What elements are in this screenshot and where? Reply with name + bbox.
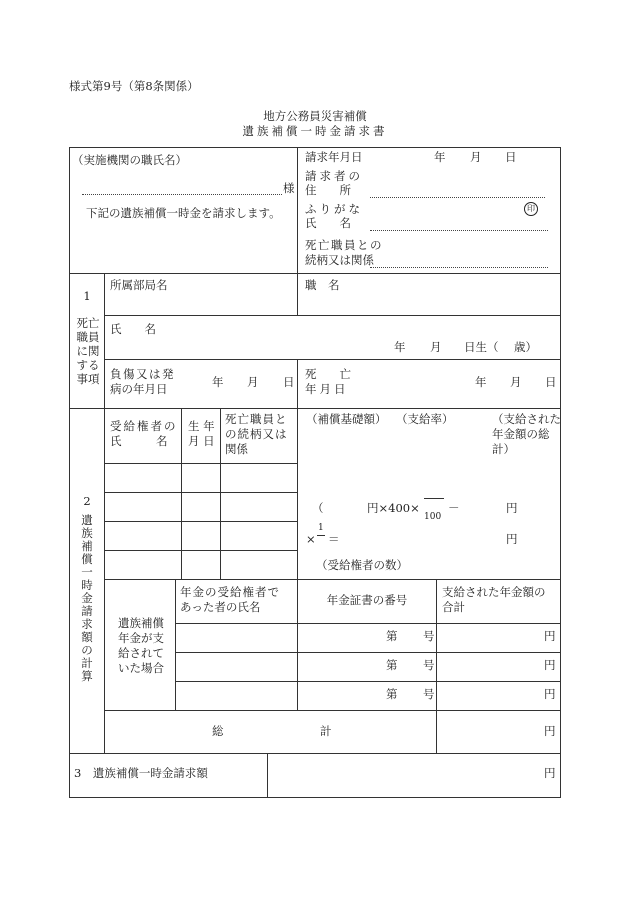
formula-mid: 円×400× xyxy=(367,501,420,515)
pension-col-total-2: 合計 xyxy=(442,600,465,614)
pension-row3-dai: 第 xyxy=(386,687,398,701)
injury-month: 月 xyxy=(247,375,259,389)
section1-vertical-title xyxy=(74,316,102,386)
injury-year: 年 xyxy=(212,375,224,389)
death-date-label-1: 死 亡 xyxy=(305,367,351,381)
position-label: 職 名 xyxy=(305,278,340,292)
col-birth-2: 月 日 xyxy=(188,434,215,448)
pension-row2-go: 号 xyxy=(423,658,435,672)
form-title-line2: 遺族補償一時金請求書 xyxy=(242,124,388,138)
calc-base-label: （補償基礎額） xyxy=(306,412,387,426)
relation-label-2: 続柄又は関係 xyxy=(305,253,374,267)
death-month: 月 xyxy=(510,375,522,389)
total-yen: 円 xyxy=(544,724,556,738)
request-date-label: 請求年月日 xyxy=(305,150,363,164)
deceased-birth-year: 年 xyxy=(394,340,406,354)
section3-label: 3 遺族補償一時金請求額 xyxy=(74,766,208,780)
pension-row1-yen: 円 xyxy=(544,629,556,643)
form-number: 様式第9号（第8条関係） xyxy=(69,79,199,93)
deceased-born-label: 日生（ xyxy=(464,340,499,354)
calc-paid-label-1: （支給された xyxy=(492,412,561,426)
divide-equals: ＝ xyxy=(328,532,340,546)
form-title-line1: 地方公務員災害補償 xyxy=(263,109,367,123)
pension-col-name-2: あった者の氏名 xyxy=(180,600,261,614)
col-relation-3: 関係 xyxy=(225,442,248,456)
claimant-name-line[interactable] xyxy=(370,230,548,231)
col-recipient-name-2: 氏 名 xyxy=(110,434,168,448)
col-relation-1: 死亡職員と xyxy=(225,412,288,426)
pension-case-2: 年金が支 xyxy=(118,631,164,645)
calc-paid-label-3: 計） xyxy=(492,442,515,456)
claimant-address-line[interactable] xyxy=(370,197,545,198)
section1-number: 1 xyxy=(83,289,91,303)
pension-col-name-1: 年金の受給権者で xyxy=(180,585,280,599)
request-day: 日 xyxy=(505,150,517,164)
request-year: 年 xyxy=(434,150,446,164)
pension-row2-dai: 第 xyxy=(386,658,398,672)
deceased-birth-month: 月 xyxy=(430,340,442,354)
formula-denominator: 100 xyxy=(424,512,442,522)
pension-col-total-1: 支給された年金額の xyxy=(442,585,546,599)
section2-title-text: 遺族補償一時金請求額の計算 xyxy=(81,513,93,683)
injury-date-label-2: 病の年月日 xyxy=(110,382,168,396)
pension-case-1: 遺族補償 xyxy=(118,616,164,630)
col-recipient-name-1: 受給権者の xyxy=(110,419,178,433)
injury-day: 日 xyxy=(283,375,295,389)
formula-open: （ xyxy=(312,501,324,515)
section3-yen: 円 xyxy=(544,766,556,780)
formula-minus: － xyxy=(448,501,460,515)
injury-date-label-1: 負傷又は発 xyxy=(110,367,175,381)
seal-icon: 印 xyxy=(524,202,538,216)
pension-row3-yen: 円 xyxy=(544,687,556,701)
request-month: 月 xyxy=(470,150,482,164)
col-birth-1: 生 年 xyxy=(188,419,215,433)
pension-case-3: 給されて xyxy=(118,646,164,660)
sama-label: 様 xyxy=(283,181,295,195)
deceased-age-label: 歳） xyxy=(514,340,537,354)
calc-rate-label: （支給率） xyxy=(396,412,454,426)
section2-number: 2 xyxy=(83,494,91,508)
agency-name-line[interactable] xyxy=(82,194,282,195)
death-year: 年 xyxy=(475,375,487,389)
dept-label: 所属部局名 xyxy=(110,278,168,292)
section2-vertical-title xyxy=(80,514,96,683)
pension-row3-go: 号 xyxy=(423,687,435,701)
agency-label: （実施機関の職氏名） xyxy=(72,153,187,167)
divide-times: × xyxy=(306,532,316,546)
death-date-label-2: 年月日 xyxy=(305,382,349,396)
total-label-1: 総 xyxy=(212,724,224,738)
deceased-name-label: 氏 名 xyxy=(110,322,156,336)
claimant-name-label: 氏 名 xyxy=(305,216,351,230)
divide-numerator: 1 xyxy=(318,523,324,533)
total-label-2: 計 xyxy=(320,724,332,738)
furigana-label: ふりがな xyxy=(305,202,363,216)
claimant-label: 請求者の xyxy=(305,169,363,183)
pension-col-number: 年金証書の番号 xyxy=(326,593,408,607)
request-text: 下記の遺族補償一時金を請求します。 xyxy=(86,206,281,220)
relation-line[interactable] xyxy=(370,267,548,268)
pension-row1-go: 号 xyxy=(423,629,435,643)
formula-yen: 円 xyxy=(506,501,518,515)
col-relation-2: の続柄又は xyxy=(225,427,288,441)
divide-yen: 円 xyxy=(506,532,518,546)
pension-row1-dai: 第 xyxy=(386,629,398,643)
death-day: 日 xyxy=(545,375,557,389)
section1-title-text: 死亡職員に関する事項 xyxy=(76,316,100,386)
claimant-address-label: 住 所 xyxy=(305,183,351,197)
divide-fraction-line xyxy=(317,535,325,536)
formula-fraction-line xyxy=(424,498,444,499)
relation-label-1: 死亡職員との xyxy=(305,238,383,252)
recipient-count-label: （受給権者の数） xyxy=(316,558,408,572)
calc-paid-label-2: 年金額の総 xyxy=(492,427,550,441)
pension-case-4: いた場合 xyxy=(118,661,164,675)
pension-row2-yen: 円 xyxy=(544,658,556,672)
